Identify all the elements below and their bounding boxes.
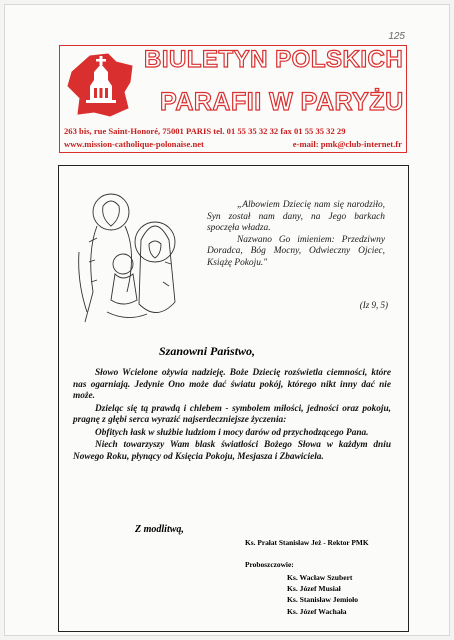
vicars-label: Proboszczowie: (245, 560, 294, 569)
letter-closing: Z modlitwą, (135, 524, 184, 535)
bulletin-header (59, 45, 407, 153)
vicars-list (287, 572, 358, 617)
letter-paragraph: Słowo Wcielone ożywia nadzieję. Boże Dziecię rozświetla ciemności, które nas ogarniają. Jedynie Ono może dać światu pokój, którego nikt inny dać nie może. (73, 368, 391, 401)
scripture-quote (207, 200, 385, 270)
email-link[interactable]: e-mail: pmk@club-internet.fr (292, 139, 402, 149)
letter-paragraph: Obfitych łask w służbie ludziom i mocy darów od przychodzącego Pana. (95, 427, 369, 438)
holy-family-illustration (67, 182, 187, 332)
bulletin-title-line1: BIULETYN POLSKICH (144, 46, 404, 73)
quote-text-2: Nazwano Go imieniem: Przedziwny Doradca, Bóg Mocny, Odwieczny Ojciec, Książę Pokoju." (207, 234, 385, 268)
list-item: Ks. Wacław Szubert (287, 573, 353, 582)
france-church-logo (64, 50, 138, 120)
christmas-letter-box (58, 165, 409, 632)
page-number: 125 (388, 31, 405, 42)
letter-paragraph: Niech towarzyszy Wam blask światłości Bożego Słowa w każdym dniu Nowego Roku, płynący od Księcia Pokoju, Mesjasza i Zbawiciela. (73, 440, 391, 462)
letter-body (73, 368, 391, 464)
rector-signature: Ks. Prałat Stanisław Jeż - Rektor PMK (245, 538, 369, 547)
list-item: Ks. Stanisław Jemioło (287, 595, 359, 605)
quote-text-1: „Albowiem Dziecię nam się narodziło, Syn został nam dany, na Jego barkach spoczęła władza. (207, 200, 385, 234)
list-item: Ks. Józef Musiał (287, 584, 341, 594)
website-link[interactable]: www.mission-catholique-polonaise.net (64, 139, 204, 149)
letter-greeting: Szanowni Państwo, (159, 344, 256, 358)
parish-address: 263 bis, rue Saint-Honoré, 75001 PARIS tel. 01 55 35 32 32 fax 01 55 35 32 29 (64, 126, 346, 136)
quote-citation: (Iz 9, 5) (359, 300, 388, 310)
letter-paragraph: Dzieląc się tą prawdą i chlebem - symbolem miłości, jedności oraz pokoju, pragnę z głębi serca wyrazić najserdeczniejsze życzenia: (73, 403, 391, 425)
bulletin-title-line2: PARAFII W PARYŻU (160, 88, 404, 116)
document-page (4, 4, 450, 636)
list-item: Ks. Józef Wachała (287, 606, 347, 616)
